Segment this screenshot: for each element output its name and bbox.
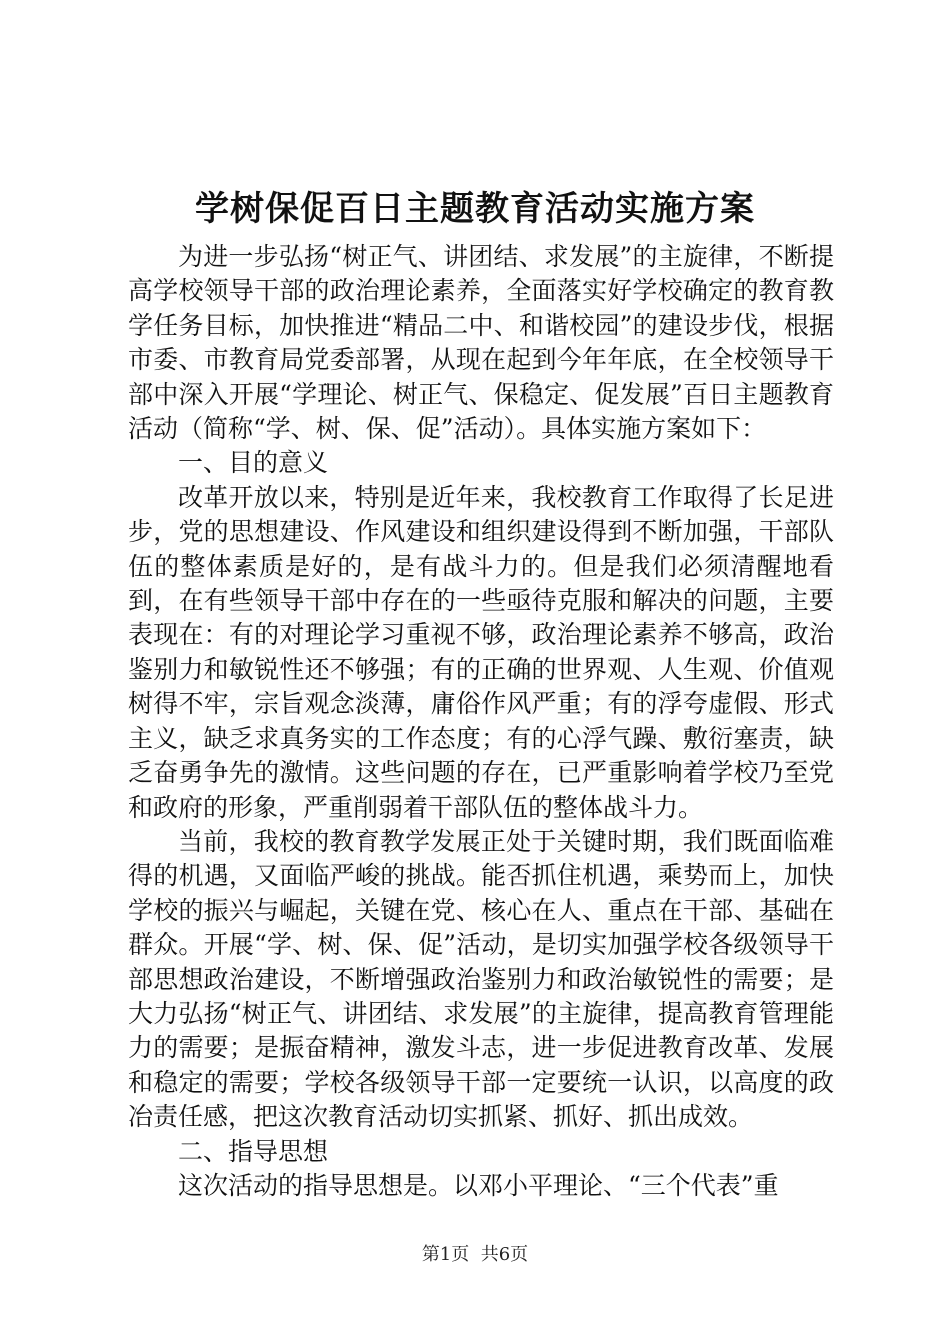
- page-number: 第1页: [421, 1244, 470, 1265]
- section-heading-guiding-thought: 二、指导思想: [178, 1136, 329, 1166]
- page-footer: [0, 1243, 950, 1267]
- document-title: 学树保促百日主题教育活动实施方案: [195, 189, 755, 229]
- page-total: 共6页: [480, 1244, 529, 1265]
- purpose-paragraph-2: 当前，我校的教育教学发展正处于关键时期，我们既面临难得的机遇，又面临严峻的挑战。能否抓住机遇，乘势而上，加快学校的振兴与崛起，关键在党、核心在人、重点在干部、基础在群众。开展“学、树、保、促”活动，是切实加强学校各级领导干部思想政治建设，不断增强政治鉴别力和政治敏锐性的需要；是大力弘扬“树正气、讲团结、求发展”的主旋律，提高教育管理能力的需要；是振奋精神，激发斗志，进一步促进教育改革、发展和稳定的需要；学校各级领导干部一定要统一认识，以高度的政冶责任感，把这次教育活动切实抓紧、抓好、抓出成效。: [128, 826, 834, 1132]
- purpose-paragraph-1: 改革开放以来，特别是近年来，我校教育工作取得了长足进步，党的思想建设、作风建设和组织建设得到不断加强，干部队伍的整体素质是好的，是有战斗力的。但是我们必须清醒地看到，在有些领导干部中存在的一些亟待克服和解决的问题，主要表现在：有的对理论学习重视不够，政治理论素养不够高，政治鉴别力和敏锐性还不够强；有的正确的世界观、人生观、价值观树得不牢，宗旨观念淡薄，庸俗作风严重；有的浮夸虚假、形式主义，缺乏求真务实的工作态度；有的心浮气躁、敷衍塞责，缺乏奋勇争先的激情。这些问题的存在，已严重影响着学校乃至党和政府的形象，严重削弱着干部队伍的整体战斗力。: [128, 482, 834, 822]
- guiding-thought-paragraph: 这次活动的指导思想是。以邓小平理论、“三个代表”重: [178, 1170, 779, 1200]
- intro-paragraph: 为进一步弘扬“树正气、讲团结、求发展”的主旋律，不断提高学校领导干部的政治理论素养，全面落实好学校确定的教育教学任务目标，加快推进“精品二中、和谐校园”的建设步伐，根据市委、市教育局党委部署，从现在起到今年年底，在全校领导干部中深入开展“学理论、树正气、保稳定、促发展”百日主题教育活动（简称“学、树、保、促”活动）。具体实施方案如下：: [128, 242, 834, 444]
- document-body: [128, 240, 834, 1203]
- section-heading-purpose: 一、目的意义: [178, 448, 329, 478]
